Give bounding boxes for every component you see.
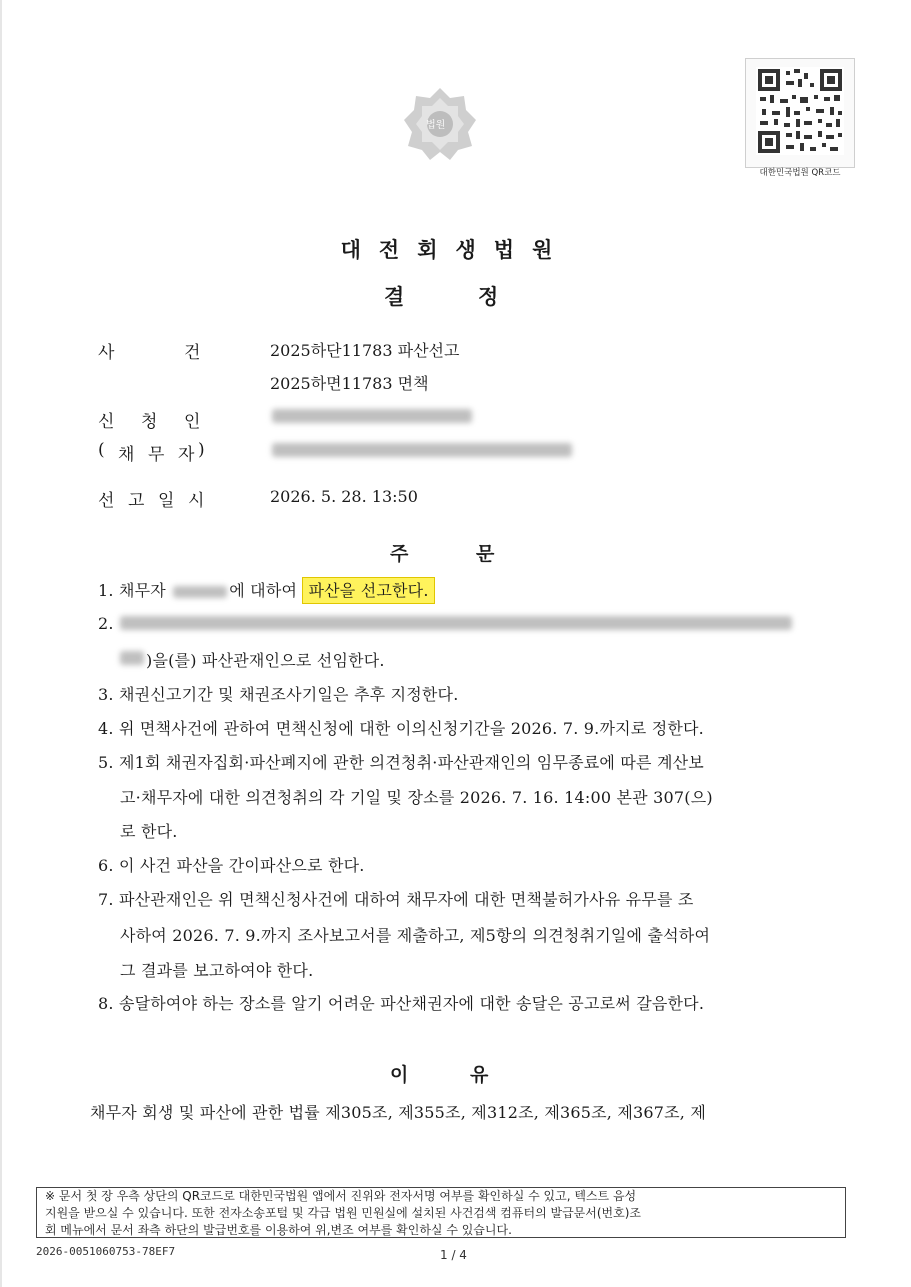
label-char: 고: [128, 491, 145, 511]
emblem-text: 법원: [426, 120, 446, 131]
redacted-address: [272, 443, 572, 457]
label-char: 사: [98, 343, 115, 363]
redacted-applicant: [272, 409, 472, 423]
case-number-discharge: 2025하면11783 면책: [270, 374, 429, 393]
order-item-7-cont: 사하여 2026. 7. 9.까지 조사보고서를 제출하고, 제5항의 의견청취기일에 출석하여: [120, 926, 711, 945]
label-char: 일: [158, 491, 175, 511]
page-edge: [0, 0, 2, 1287]
redacted-trustee: [120, 616, 792, 630]
label-char: 청: [141, 412, 158, 432]
label-char: 채: [118, 445, 135, 465]
order-item-2-number: 2.: [98, 614, 114, 633]
item-text: 에 대하여: [229, 581, 298, 600]
notice-line: ※ 문서 첫 장 우측 상단의 QR코드로 대한민국법원 앱에서 진위와 전자서명 여부를 확인하실 수 있고, 텍스트 음성: [45, 1189, 637, 1203]
title-char: 이: [390, 1064, 409, 1086]
label-char: (: [98, 440, 105, 460]
qr-code-icon: [745, 58, 855, 168]
order-item-2-text: )을(를) 파산관재인으로 선임한다.: [146, 651, 385, 670]
order-item-5-cont: 고·채무자에 대한 의견청취의 각 기일 및 장소를 2026. 7. 16. 14:00 본관 307(으): [120, 788, 713, 807]
label-char: 시: [188, 491, 205, 511]
court-name: 대전회생법원: [340, 237, 571, 262]
label-char: 무: [148, 445, 165, 465]
decision-title-char: 결: [384, 284, 405, 309]
label-char: 건: [184, 343, 201, 363]
title-char: 문: [476, 543, 495, 565]
page-number: 1 / 4: [440, 1248, 467, 1262]
title-char: 주: [390, 543, 409, 565]
verification-notice: [36, 1187, 846, 1238]
order-item-5-cont: 로 한다.: [120, 822, 178, 841]
label-char: 신: [98, 412, 115, 432]
order-item-7: 7. 파산관재인은 위 면책신청사건에 대하여 채무자에 대한 면책불허가사유 유무를 조: [98, 890, 694, 909]
order-item-5: 5. 제1회 채권자집회·파산폐지에 관한 의견청취·파산관재인의 임무종료에 따른 계산보: [98, 753, 704, 772]
label-char: 선: [98, 491, 115, 511]
item-text: 1. 채무자: [98, 581, 166, 600]
notice-line: 회 메뉴에서 문서 좌측 하단의 발급번호를 이용하여 위,변조 여부를 확인하실 수 있습니다.: [45, 1223, 512, 1237]
court-emblem-icon: [402, 86, 478, 162]
order-item-1: [98, 578, 435, 601]
reason-text: 채무자 회생 및 파산에 관한 법률 제305조, 제355조, 제312조, 제365조, 제367조, 제: [90, 1103, 707, 1122]
redacted-trustee-cont: [120, 651, 144, 665]
decision-title-char: 정: [478, 284, 499, 309]
order-item-8: 8. 송달하여야 하는 장소를 알기 어려운 파산채권자에 대한 송달은 공고로써 갈음한다.: [98, 994, 705, 1013]
announce-datetime: 2026. 5. 28. 13:50: [270, 487, 418, 506]
issue-number: 2026-0051060753-78EF7: [36, 1245, 176, 1258]
title-char: 유: [470, 1064, 489, 1086]
case-number-bankruptcy: 2025하단11783 파산선고: [270, 341, 460, 360]
redacted-debtor-name: [173, 586, 227, 598]
order-item-6: 6. 이 사건 파산을 간이파산으로 한다.: [98, 856, 365, 875]
order-item-7-cont: 그 결과를 보고하여야 한다.: [120, 961, 314, 980]
order-item-3: 3. 채권신고기간 및 채권조사기일은 추후 지정한다.: [98, 685, 459, 704]
notice-line: 지원을 받으실 수 있습니다. 또한 전자소송포털 및 각급 법원 민원실에 설치된 사건검색 컴퓨터의 발급문서(번호)조: [45, 1206, 642, 1220]
label-char: 자: [178, 445, 195, 465]
order-item-4: 4. 위 면책사건에 관하여 면책신청에 대한 이의신청기간을 2026. 7. 9.까지로 정한다.: [98, 719, 704, 738]
label-char: ): [198, 440, 205, 460]
qr-label: 대한민국법원 QR코드: [759, 168, 841, 178]
highlighted-verdict: 파산을 선고한다.: [302, 577, 434, 604]
label-char: 인: [184, 412, 201, 432]
